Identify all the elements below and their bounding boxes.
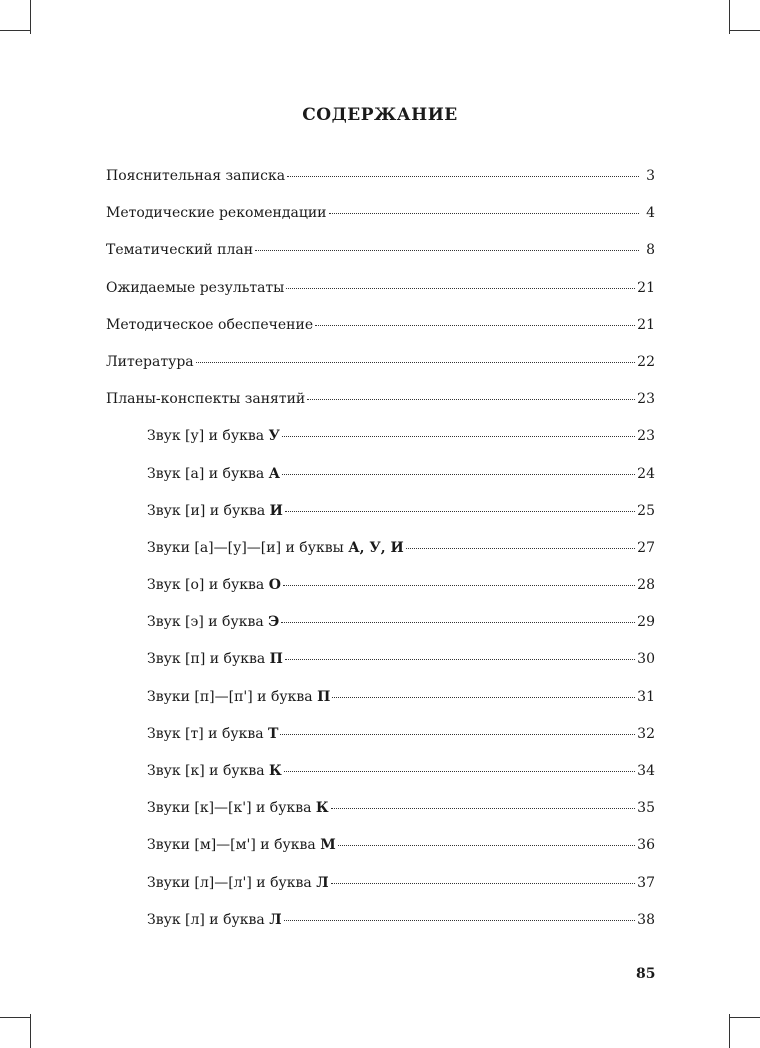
toc-entry[interactable] — [106, 195, 655, 232]
toc-subentry[interactable] — [106, 641, 655, 678]
dot-leader — [196, 362, 636, 363]
toc-entry-page: 8 — [646, 242, 655, 259]
toc-entry-label: Планы-конспекты занятий — [106, 391, 306, 408]
crop-mark-top-left-h — [0, 30, 30, 31]
toc-subentry-page: 29 — [637, 614, 655, 631]
toc-subentry-page: 23 — [637, 428, 655, 445]
toc-subentry-letter: П — [317, 688, 331, 705]
toc-subentry-label: Звук [п] и буква П — [147, 651, 283, 668]
dot-leader — [284, 920, 636, 921]
toc-subentry-page: 31 — [637, 688, 655, 705]
toc-subentry[interactable] — [106, 753, 655, 790]
dot-leader — [280, 734, 635, 735]
toc-subentry-page: 24 — [637, 465, 655, 482]
toc-entry-page: 21 — [637, 279, 655, 296]
toc-entry[interactable] — [106, 344, 655, 381]
toc-subentry-letter: К — [269, 763, 282, 779]
toc-subentry-page: 27 — [637, 539, 655, 556]
toc-subentry[interactable] — [106, 604, 655, 641]
toc-entry-label: Тематический план — [106, 242, 254, 259]
toc-subentry-page: 28 — [637, 577, 655, 594]
toc-subentry[interactable] — [106, 567, 655, 604]
toc-subentry-letter: Т — [268, 725, 279, 742]
crop-mark-top-left — [30, 0, 31, 34]
dot-leader — [287, 176, 639, 177]
dot-leader — [285, 659, 635, 660]
crop-mark-bottom-right — [729, 1014, 730, 1048]
toc-subentry[interactable] — [106, 493, 655, 530]
toc-entry-page: 4 — [646, 205, 655, 222]
page-number: 85 — [636, 966, 656, 982]
toc-subentry-page: 32 — [637, 725, 655, 742]
toc-subentry-page: 30 — [637, 651, 655, 668]
toc-subentry[interactable] — [106, 679, 655, 716]
toc-subentry-page: 38 — [637, 911, 655, 928]
toc-subentry[interactable] — [106, 865, 655, 902]
toc-subentry-label: Звук [о] и буква О — [147, 577, 281, 594]
dot-leader — [338, 845, 635, 846]
toc-entry[interactable] — [106, 381, 655, 418]
dot-leader — [329, 213, 639, 214]
toc-subentry-letter: Л — [269, 911, 282, 928]
page-title: СОДЕРЖАНИЕ — [302, 105, 458, 125]
crop-mark-bottom-left-h — [0, 1017, 30, 1018]
toc-entry-label: Методическое обеспечение — [106, 316, 314, 333]
toc-subentry[interactable] — [106, 418, 655, 455]
toc-subentry[interactable] — [106, 530, 655, 567]
toc-entry-page: 21 — [637, 316, 655, 333]
toc-entry[interactable] — [106, 158, 655, 195]
toc-subentry-label: Звук [т] и буква Т — [147, 725, 279, 742]
crop-mark-bottom-left — [30, 1014, 31, 1048]
toc-entry-page: 23 — [637, 391, 655, 408]
dot-leader — [255, 250, 639, 251]
dot-leader — [332, 697, 635, 698]
toc-subentry-letter: М — [320, 837, 336, 854]
dot-leader — [285, 511, 635, 512]
toc-subentry-letter: О — [268, 577, 281, 594]
toc-entry-page: 22 — [637, 353, 655, 370]
toc-subentry-label: Звуки [м]—[м'] и буква М — [147, 837, 336, 854]
toc-entry-label: Литература — [106, 353, 194, 370]
dot-leader — [406, 548, 635, 549]
toc-subentry-label: Звуки [л]—[л'] и буква Л — [147, 874, 329, 891]
toc-subentry-label: Звук [л] и буква Л — [147, 911, 282, 928]
toc-subentry-page: 25 — [637, 502, 655, 519]
toc-subentry-letter: Э — [268, 614, 280, 631]
toc-subentry-label: Звук [и] и буква И — [147, 502, 283, 519]
crop-mark-top-right-h — [730, 30, 760, 31]
toc-entry[interactable] — [106, 232, 655, 269]
toc-subentry-letter: А — [268, 465, 281, 482]
toc-entry-label: Ожидаемые результаты — [106, 279, 285, 296]
dot-leader — [315, 325, 635, 326]
toc-subentry[interactable] — [106, 790, 655, 827]
toc-subentry[interactable] — [106, 902, 655, 939]
crop-mark-bottom-right-h — [730, 1017, 760, 1018]
toc-entry-label: Пояснительная записка — [106, 168, 286, 184]
toc-subentry-letter: П — [269, 651, 283, 668]
toc-subentry-label: Звук [э] и буква Э — [147, 614, 280, 631]
dot-leader — [286, 288, 635, 289]
toc-entry[interactable] — [106, 270, 655, 307]
toc-subentry[interactable] — [106, 456, 655, 493]
dot-leader — [307, 399, 635, 400]
toc-subentry-label: Звук [к] и буква К — [147, 763, 282, 779]
toc-entry-page: 3 — [646, 168, 655, 184]
toc-subentry-label: Звук [а] и буква А — [147, 465, 281, 482]
toc-entry[interactable] — [106, 307, 655, 344]
dot-leader — [281, 622, 635, 623]
toc-subentry-page: 37 — [637, 874, 655, 891]
dot-leader — [331, 883, 636, 884]
dot-leader — [284, 771, 635, 772]
dot-leader — [283, 585, 635, 586]
toc-subentry[interactable] — [106, 827, 655, 864]
table-of-contents — [106, 158, 655, 939]
toc-subentry-letter: У — [268, 428, 280, 445]
toc-subentry-page: 35 — [637, 800, 655, 817]
toc-subentry-letter: А, У, И — [348, 539, 404, 556]
toc-subentry-page: 36 — [637, 837, 655, 854]
toc-subentry-letter: К — [315, 800, 329, 817]
dot-leader — [331, 808, 636, 809]
toc-entry-label: Методические рекомендации — [106, 205, 327, 222]
toc-subentry[interactable] — [106, 716, 655, 753]
toc-subentry-page: 34 — [637, 763, 655, 779]
toc-subentry-label: Звуки [к]—[к'] и буква К — [147, 800, 329, 817]
dot-leader — [282, 474, 635, 475]
toc-subentry-label: Звуки [п]—[п'] и буква П — [147, 688, 331, 705]
toc-subentry-label: Звуки [а]—[у]—[и] и буквы А, У, И — [147, 539, 404, 556]
crop-mark-top-right — [729, 0, 730, 34]
dot-leader — [282, 436, 635, 437]
toc-subentry-letter: И — [269, 502, 283, 519]
toc-subentry-label: Звук [у] и буква У — [147, 428, 280, 445]
toc-subentry-letter: Л — [316, 874, 329, 891]
